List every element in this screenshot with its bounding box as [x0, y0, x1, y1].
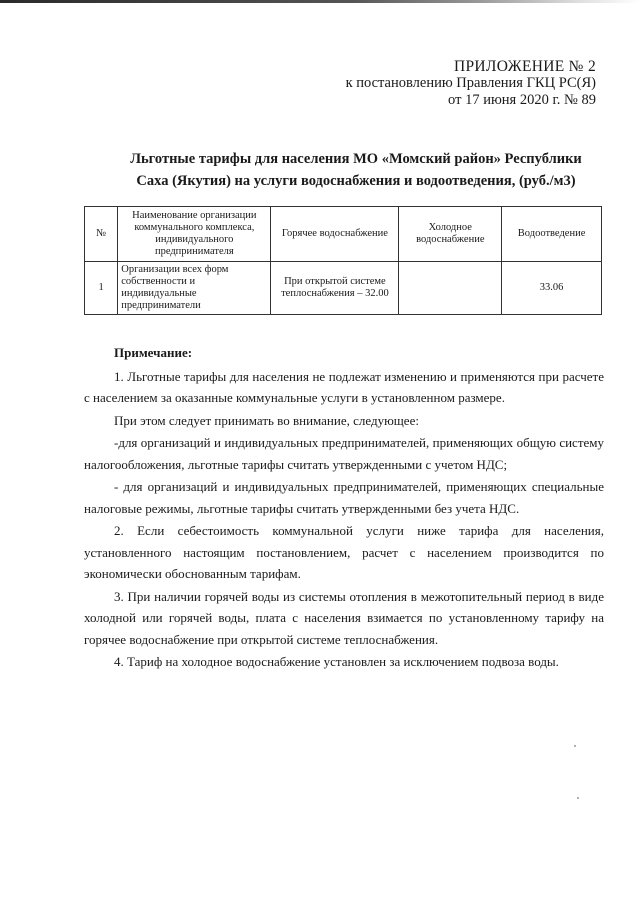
cell-sewerage: 33.06 — [502, 262, 602, 315]
cell-number: 1 — [85, 262, 118, 315]
note-paragraph: 2. Если себестоимость коммунальной услуги ниже тарифа для населения, установленного настоящим постановлением, расчет с населением производится по экономически обоснованным тарифам. — [84, 523, 604, 581]
note-paragraph: При этом следует принимать во внимание, следующее: — [114, 412, 419, 428]
appendix-header — [346, 58, 596, 109]
document-title — [96, 148, 616, 192]
table-header-row — [85, 207, 602, 262]
header-hot-water: Горячее водоснабжение — [271, 207, 399, 262]
appendix-date-line: от 17 июня 2020 г. № 89 — [448, 92, 596, 108]
note-paragraph: -для организаций и индивидуальных предпринимателей, применяющих общую систему налогообложения, льготные тарифы считать утвержденными с учетом НДС; — [84, 435, 604, 472]
tariff-table — [84, 206, 602, 315]
note-paragraph: 4. Тариф на холодное водоснабжение установлен за исключением подвоза воды. — [114, 654, 559, 669]
cell-organization: Организации всех форм собственности и индивидуальные предприниматели — [118, 262, 271, 315]
title-line-2: Саха (Якутия) на услуги водоснабжения и водоотведения, (руб./м3) — [136, 173, 576, 189]
header-organization: Наименование организации коммунального комплекса, индивидуального предпринимателя — [118, 207, 271, 262]
note-paragraph: 1. Льготные тарифы для населения не подлежат изменению и применяются при расчете с населением за оказанные коммунальные услуги в установленном размере. — [84, 368, 604, 405]
scan-edge-artifact — [0, 0, 640, 3]
header-cold-water: Холодное водоснабжение — [399, 207, 502, 262]
notes-section — [84, 342, 604, 673]
note-paragraph: - для организаций и индивидуальных предпринимателей, применяющих специальные налоговые режимы, льготные тарифы считать утвержденными без учета НДС. — [84, 479, 604, 516]
notes-heading: Примечание: — [114, 345, 193, 360]
note-paragraph: 3. При наличии горячей воды из системы отопления в межотопительный период в виде холодной или горячей воды, плата с населения взимается по установленному тарифу на горячее водоснабжение при открытой системе теплоснабжения. — [84, 588, 604, 647]
table-row — [85, 262, 602, 315]
title-line-1: Льготные тарифы для населения МО «Момский район» Республики — [130, 151, 582, 167]
cell-hot-water: При открытой системе теплоснабжения – 32.00 — [271, 262, 399, 315]
scan-speck — [574, 745, 576, 747]
header-sewerage: Водоотведение — [502, 207, 602, 262]
scan-speck — [577, 797, 579, 799]
header-number: № — [85, 207, 118, 262]
appendix-number: ПРИЛОЖЕНИЕ № 2 — [453, 58, 596, 75]
appendix-resolution-line: к постановлению Правления ГКЦ РС(Я) — [345, 75, 596, 91]
cell-cold-water — [399, 262, 502, 315]
